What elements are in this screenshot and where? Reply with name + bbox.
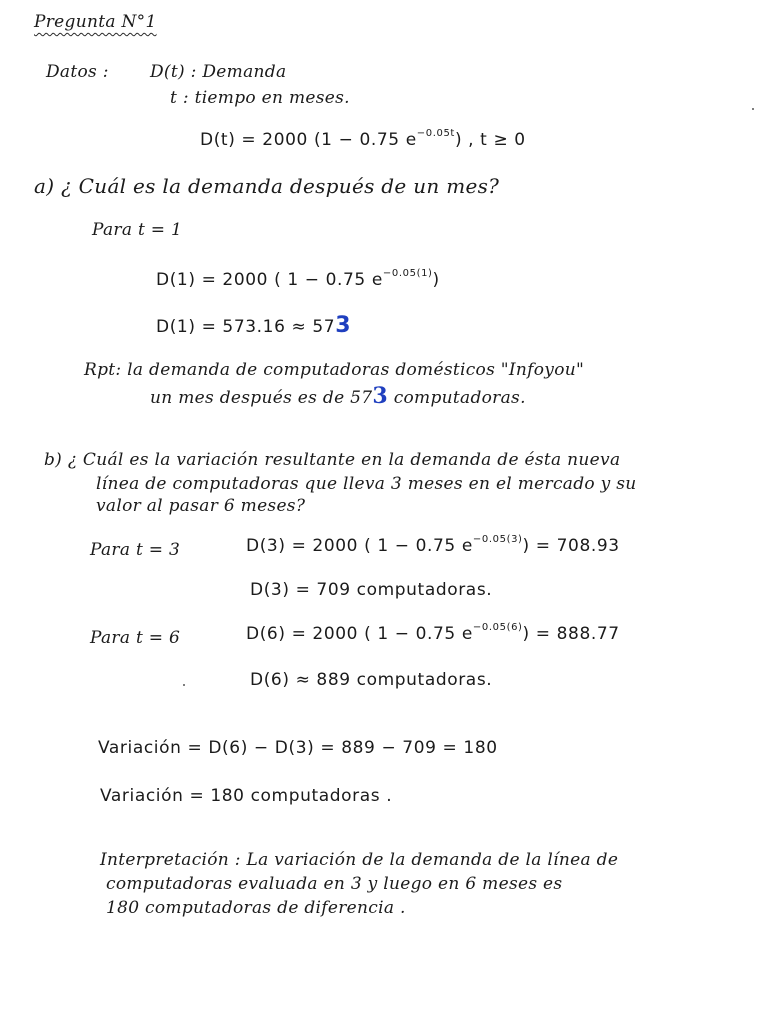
question-b-line-3: valor al pasar 6 meses? <box>96 496 306 516</box>
para-t1: Para t = 1 <box>92 220 183 240</box>
answer-a-tail: computadoras. <box>387 388 526 408</box>
d1-correction: 3 <box>335 313 352 338</box>
variation-result: Variación = 180 computadoras . <box>100 786 393 806</box>
d6-tail: ) = 888.77 <box>522 624 620 644</box>
equation-d1 <box>156 270 440 293</box>
d6-base: D(6) = 2000 ( 1 − 0.75 e <box>246 624 473 644</box>
d1-result-text: D(1) = 573.16 ≈ 57 <box>156 317 336 337</box>
d1-tail: ) <box>432 270 440 290</box>
formula-base: D(t) = 2000 (1 − 0.75 e <box>200 130 417 150</box>
datos-line-1: D(t) : Demanda <box>150 62 287 82</box>
equation-d6 <box>246 624 620 647</box>
d3-exponent: −0.05(3) <box>472 534 523 545</box>
formula-exponent: −0.05t <box>416 128 455 139</box>
stray-mark <box>183 684 185 686</box>
page-title: Pregunta N°1 <box>34 12 157 32</box>
stray-mark <box>752 108 754 110</box>
datos-label: Datos : <box>46 62 109 82</box>
d6-exponent: −0.05(6) <box>472 622 523 633</box>
d3-base: D(3) = 2000 ( 1 − 0.75 e <box>246 536 473 556</box>
datos-line-2: t : tiempo en meses. <box>170 88 350 108</box>
para-t3: Para t = 3 <box>90 540 181 560</box>
d1-base: D(1) = 2000 ( 1 − 0.75 e <box>156 270 383 290</box>
d1-exponent: −0.05(1) <box>382 268 433 279</box>
result-d6: D(6) ≈ 889 computadoras. <box>250 670 493 690</box>
d3-tail: ) = 708.93 <box>522 536 620 556</box>
answer-a-correction: 3 <box>372 383 388 409</box>
answer-a-line-1: Rpt: la demanda de computadoras domésticos "Infoyou" <box>84 360 585 380</box>
para-t6: Para t = 6 <box>90 628 181 648</box>
main-formula <box>200 130 526 153</box>
result-d3: D(3) = 709 computadoras. <box>250 580 493 600</box>
question-b-line-2: línea de computadoras que lleva 3 meses en el mercado y su <box>96 474 637 494</box>
question-a: a) ¿ Cuál es la demanda después de un mes? <box>34 174 500 198</box>
answer-a-text: un mes después es de 57 <box>150 388 373 408</box>
interpretation-line-2: computadoras evaluada en 3 y luego en 6 meses es <box>106 874 563 894</box>
interpretation-line-1: Interpretación : La variación de la demanda de la línea de <box>100 850 619 870</box>
equation-d3 <box>246 536 620 559</box>
question-b-line-1: b) ¿ Cuál es la variación resultante en la demanda de ésta nueva <box>44 450 621 470</box>
formula-tail: ) , t ≥ 0 <box>454 130 526 150</box>
interpretation-line-3: 180 computadoras de diferencia . <box>106 898 406 918</box>
answer-a-line-2 <box>150 383 526 409</box>
result-d1 <box>156 313 352 338</box>
variation-equation: Variación = D(6) − D(3) = 889 − 709 = 180 <box>98 738 498 758</box>
